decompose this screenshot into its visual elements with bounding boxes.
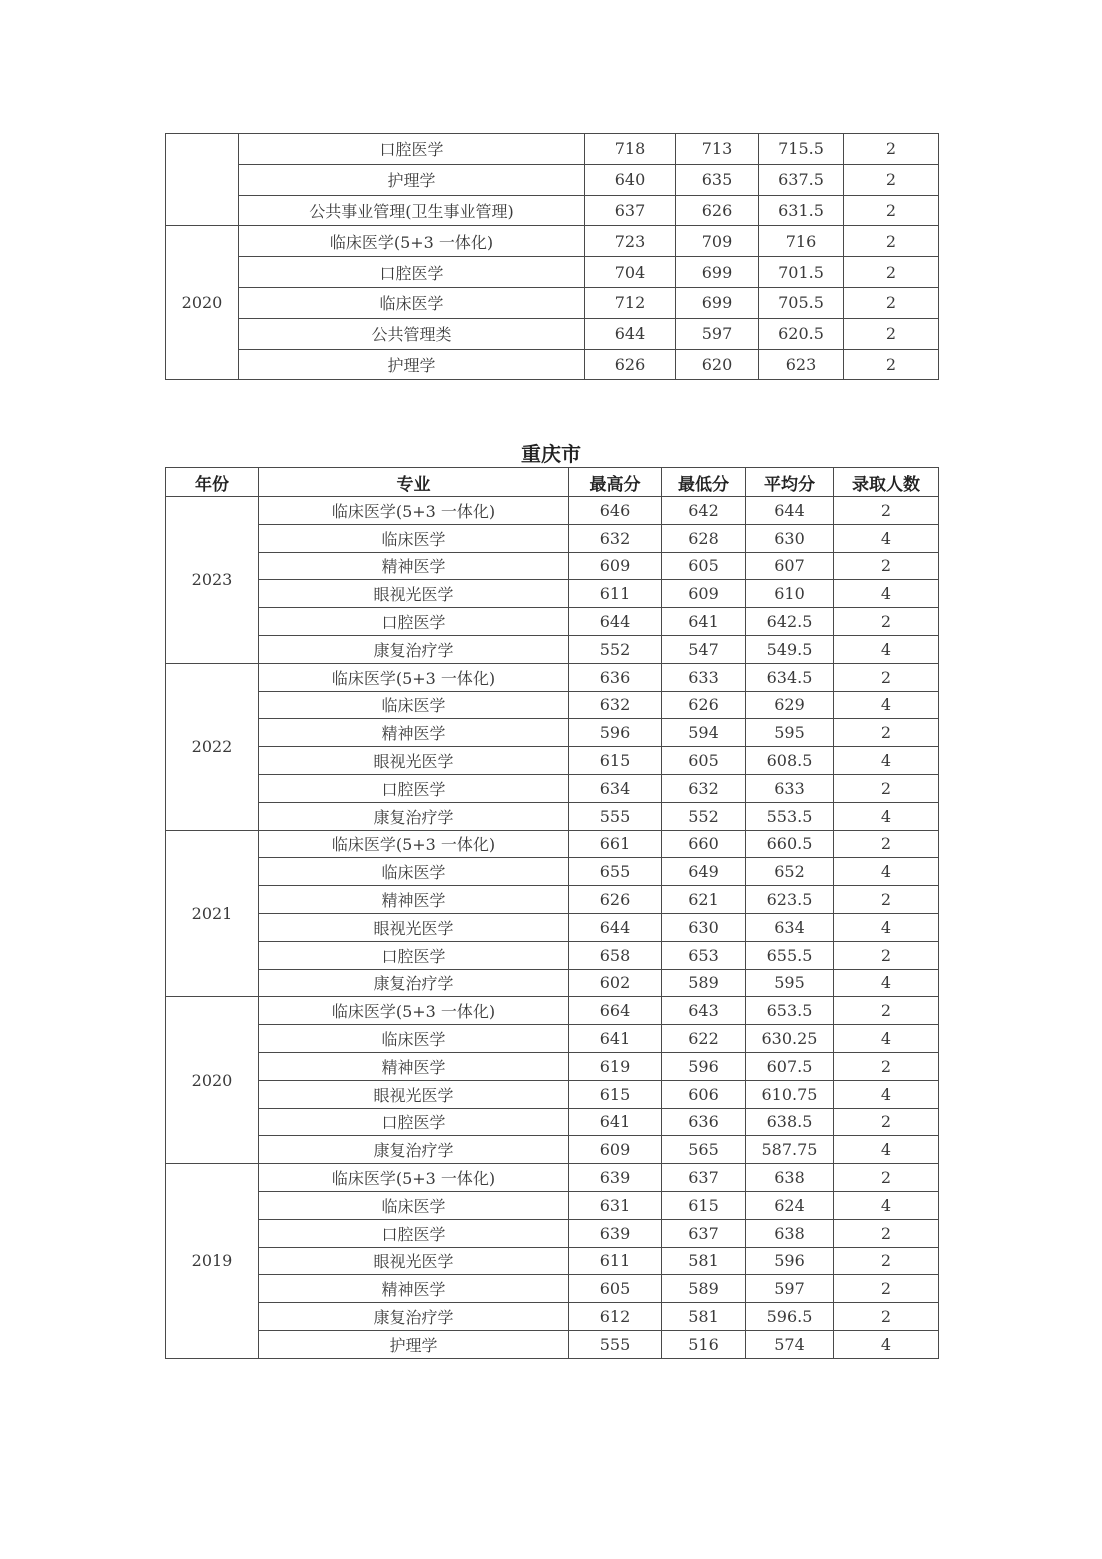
avg-score-cell: 638.5 bbox=[746, 1108, 834, 1136]
major-cell: 口腔医学 bbox=[259, 1108, 569, 1136]
avg-score-cell: 596.5 bbox=[746, 1303, 834, 1331]
avg-score-cell: 638 bbox=[746, 1219, 834, 1247]
table-row bbox=[166, 1052, 939, 1080]
max-score-cell: 634 bbox=[569, 774, 662, 802]
major-cell: 眼视光医学 bbox=[259, 580, 569, 608]
admitted-count-cell: 2 bbox=[834, 941, 939, 969]
year-cell: 2020 bbox=[166, 997, 259, 1164]
max-score-cell: 602 bbox=[569, 969, 662, 997]
min-score-cell: 605 bbox=[662, 747, 746, 775]
max-score-cell: 619 bbox=[569, 1052, 662, 1080]
header-year: 年份 bbox=[166, 468, 259, 497]
major-cell: 精神医学 bbox=[259, 1052, 569, 1080]
admitted-count-cell: 4 bbox=[834, 913, 939, 941]
admitted-count-cell: 2 bbox=[844, 134, 939, 165]
avg-score-cell: 637.5 bbox=[759, 164, 844, 195]
admitted-count-cell: 2 bbox=[834, 608, 939, 636]
min-score-cell: 606 bbox=[662, 1080, 746, 1108]
max-score-cell: 631 bbox=[569, 1191, 662, 1219]
max-score-cell: 605 bbox=[569, 1275, 662, 1303]
min-score-cell: 630 bbox=[662, 913, 746, 941]
major-cell: 康复治疗学 bbox=[259, 969, 569, 997]
avg-score-cell: 607.5 bbox=[746, 1052, 834, 1080]
header-max-score: 最高分 bbox=[569, 468, 662, 497]
admitted-count-cell: 4 bbox=[834, 1080, 939, 1108]
admitted-count-cell: 2 bbox=[834, 886, 939, 914]
year-cell: 2021 bbox=[166, 830, 259, 997]
avg-score-cell: 607 bbox=[746, 552, 834, 580]
min-score-cell: 653 bbox=[662, 941, 746, 969]
table-row bbox=[166, 886, 939, 914]
table-row bbox=[166, 1164, 939, 1192]
avg-score-cell: 623 bbox=[759, 349, 844, 380]
major-cell: 临床医学(5+3 一体化) bbox=[239, 226, 585, 257]
admitted-count-cell: 2 bbox=[834, 1247, 939, 1275]
min-score-cell: 615 bbox=[662, 1191, 746, 1219]
admitted-count-cell: 2 bbox=[834, 1052, 939, 1080]
table-row bbox=[166, 719, 939, 747]
table-row bbox=[166, 608, 939, 636]
max-score-cell: 655 bbox=[569, 858, 662, 886]
major-cell: 临床医学 bbox=[239, 287, 585, 318]
major-cell: 临床医学(5+3 一体化) bbox=[259, 663, 569, 691]
admitted-count-cell: 4 bbox=[834, 1025, 939, 1053]
table-row bbox=[166, 691, 939, 719]
max-score-cell: 609 bbox=[569, 1136, 662, 1164]
admitted-count-cell: 2 bbox=[834, 830, 939, 858]
table-row bbox=[166, 552, 939, 580]
major-cell: 精神医学 bbox=[259, 552, 569, 580]
max-score-cell: 644 bbox=[569, 608, 662, 636]
max-score-cell: 644 bbox=[569, 913, 662, 941]
avg-score-cell: 634.5 bbox=[746, 663, 834, 691]
major-cell: 康复治疗学 bbox=[259, 1136, 569, 1164]
avg-score-cell: 553.5 bbox=[746, 802, 834, 830]
table-row bbox=[166, 858, 939, 886]
max-score-cell: 640 bbox=[585, 164, 676, 195]
year-cell: 2023 bbox=[166, 497, 259, 664]
max-score-cell: 626 bbox=[569, 886, 662, 914]
table-row bbox=[166, 663, 939, 691]
max-score-cell: 596 bbox=[569, 719, 662, 747]
major-cell: 公共管理类 bbox=[239, 318, 585, 349]
avg-score-cell: 574 bbox=[746, 1330, 834, 1358]
avg-score-cell: 610 bbox=[746, 580, 834, 608]
table-row bbox=[166, 997, 939, 1025]
min-score-cell: 633 bbox=[662, 663, 746, 691]
min-score-cell: 596 bbox=[662, 1052, 746, 1080]
major-cell: 口腔医学 bbox=[259, 941, 569, 969]
min-score-cell: 637 bbox=[662, 1219, 746, 1247]
min-score-cell: 565 bbox=[662, 1136, 746, 1164]
table-row bbox=[166, 1108, 939, 1136]
admission-table-continued bbox=[165, 133, 939, 380]
major-cell: 临床医学 bbox=[259, 1025, 569, 1053]
table-row bbox=[166, 830, 939, 858]
major-cell: 康复治疗学 bbox=[259, 802, 569, 830]
admitted-count-cell: 2 bbox=[834, 1108, 939, 1136]
admitted-count-cell: 2 bbox=[834, 719, 939, 747]
max-score-cell: 723 bbox=[585, 226, 676, 257]
admitted-count-cell: 2 bbox=[834, 497, 939, 525]
major-cell: 康复治疗学 bbox=[259, 635, 569, 663]
min-score-cell: 621 bbox=[662, 886, 746, 914]
min-score-cell: 660 bbox=[662, 830, 746, 858]
admitted-count-cell: 4 bbox=[834, 524, 939, 552]
max-score-cell: 626 bbox=[585, 349, 676, 380]
max-score-cell: 555 bbox=[569, 1330, 662, 1358]
max-score-cell: 712 bbox=[585, 287, 676, 318]
min-score-cell: 547 bbox=[662, 635, 746, 663]
table-row bbox=[166, 1303, 939, 1331]
avg-score-cell: 642.5 bbox=[746, 608, 834, 636]
header-major: 专业 bbox=[259, 468, 569, 497]
avg-score-cell: 623.5 bbox=[746, 886, 834, 914]
avg-score-cell: 715.5 bbox=[759, 134, 844, 165]
min-score-cell: 642 bbox=[662, 497, 746, 525]
table-row bbox=[166, 524, 939, 552]
avg-score-cell: 653.5 bbox=[746, 997, 834, 1025]
min-score-cell: 594 bbox=[662, 719, 746, 747]
table-row bbox=[166, 580, 939, 608]
admitted-count-cell: 4 bbox=[834, 858, 939, 886]
admitted-count-cell: 4 bbox=[834, 635, 939, 663]
year-cell: 2019 bbox=[166, 1164, 259, 1359]
min-score-cell: 605 bbox=[662, 552, 746, 580]
table-row bbox=[166, 134, 939, 165]
min-score-cell: 709 bbox=[676, 226, 759, 257]
admitted-count-cell: 2 bbox=[834, 997, 939, 1025]
admitted-count-cell: 2 bbox=[834, 774, 939, 802]
max-score-cell: 555 bbox=[569, 802, 662, 830]
table-row bbox=[166, 318, 939, 349]
max-score-cell: 661 bbox=[569, 830, 662, 858]
year-cell bbox=[166, 134, 239, 226]
max-score-cell: 615 bbox=[569, 1080, 662, 1108]
table-row bbox=[166, 941, 939, 969]
max-score-cell: 704 bbox=[585, 257, 676, 288]
admitted-count-cell: 2 bbox=[844, 195, 939, 226]
major-cell: 口腔医学 bbox=[259, 774, 569, 802]
major-cell: 精神医学 bbox=[259, 886, 569, 914]
max-score-cell: 664 bbox=[569, 997, 662, 1025]
max-score-cell: 612 bbox=[569, 1303, 662, 1331]
major-cell: 口腔医学 bbox=[239, 134, 585, 165]
table-row bbox=[166, 1191, 939, 1219]
major-cell: 口腔医学 bbox=[259, 608, 569, 636]
header-admitted-count: 录取人数 bbox=[834, 468, 939, 497]
header-min-score: 最低分 bbox=[662, 468, 746, 497]
admitted-count-cell: 2 bbox=[844, 226, 939, 257]
table-row bbox=[166, 497, 939, 525]
min-score-cell: 635 bbox=[676, 164, 759, 195]
min-score-cell: 649 bbox=[662, 858, 746, 886]
avg-score-cell: 630.25 bbox=[746, 1025, 834, 1053]
min-score-cell: 581 bbox=[662, 1247, 746, 1275]
admitted-count-cell: 4 bbox=[834, 747, 939, 775]
min-score-cell: 632 bbox=[662, 774, 746, 802]
avg-score-cell: 620.5 bbox=[759, 318, 844, 349]
major-cell: 眼视光医学 bbox=[259, 747, 569, 775]
table-row bbox=[166, 913, 939, 941]
min-score-cell: 699 bbox=[676, 287, 759, 318]
avg-score-cell: 587.75 bbox=[746, 1136, 834, 1164]
table-row bbox=[166, 1136, 939, 1164]
max-score-cell: 641 bbox=[569, 1108, 662, 1136]
max-score-cell: 639 bbox=[569, 1164, 662, 1192]
table-row bbox=[166, 1219, 939, 1247]
major-cell: 临床医学 bbox=[259, 1191, 569, 1219]
avg-score-cell: 716 bbox=[759, 226, 844, 257]
avg-score-cell: 652 bbox=[746, 858, 834, 886]
admitted-count-cell: 2 bbox=[844, 257, 939, 288]
major-cell: 眼视光医学 bbox=[259, 913, 569, 941]
table-row bbox=[166, 1247, 939, 1275]
min-score-cell: 637 bbox=[662, 1164, 746, 1192]
min-score-cell: 628 bbox=[662, 524, 746, 552]
header-row bbox=[166, 468, 939, 497]
table-row bbox=[166, 969, 939, 997]
admitted-count-cell: 4 bbox=[834, 802, 939, 830]
avg-score-cell: 634 bbox=[746, 913, 834, 941]
min-score-cell: 581 bbox=[662, 1303, 746, 1331]
admitted-count-cell: 4 bbox=[834, 1136, 939, 1164]
table-row bbox=[166, 287, 939, 318]
major-cell: 临床医学(5+3 一体化) bbox=[259, 497, 569, 525]
min-score-cell: 643 bbox=[662, 997, 746, 1025]
major-cell: 护理学 bbox=[239, 349, 585, 380]
major-cell: 临床医学(5+3 一体化) bbox=[259, 830, 569, 858]
min-score-cell: 626 bbox=[676, 195, 759, 226]
table-row bbox=[166, 195, 939, 226]
avg-score-cell: 630 bbox=[746, 524, 834, 552]
table-body bbox=[166, 497, 939, 1359]
admitted-count-cell: 2 bbox=[844, 287, 939, 318]
max-score-cell: 611 bbox=[569, 1247, 662, 1275]
min-score-cell: 589 bbox=[662, 969, 746, 997]
major-cell: 临床医学(5+3 一体化) bbox=[259, 997, 569, 1025]
table-row bbox=[166, 1025, 939, 1053]
max-score-cell: 636 bbox=[569, 663, 662, 691]
max-score-cell: 632 bbox=[569, 524, 662, 552]
major-cell: 护理学 bbox=[239, 164, 585, 195]
avg-score-cell: 624 bbox=[746, 1191, 834, 1219]
admitted-count-cell: 2 bbox=[834, 663, 939, 691]
avg-score-cell: 595 bbox=[746, 719, 834, 747]
table-row bbox=[166, 1275, 939, 1303]
admitted-count-cell: 4 bbox=[834, 691, 939, 719]
avg-score-cell: 633 bbox=[746, 774, 834, 802]
min-score-cell: 597 bbox=[676, 318, 759, 349]
min-score-cell: 552 bbox=[662, 802, 746, 830]
admitted-count-cell: 2 bbox=[844, 318, 939, 349]
admitted-count-cell: 4 bbox=[834, 1191, 939, 1219]
major-cell: 公共事业管理(卫生事业管理) bbox=[239, 195, 585, 226]
max-score-cell: 632 bbox=[569, 691, 662, 719]
table-body bbox=[166, 134, 939, 380]
header-avg-score: 平均分 bbox=[746, 468, 834, 497]
min-score-cell: 713 bbox=[676, 134, 759, 165]
min-score-cell: 589 bbox=[662, 1275, 746, 1303]
admitted-count-cell: 2 bbox=[834, 1275, 939, 1303]
table-row bbox=[166, 774, 939, 802]
major-cell: 临床医学(5+3 一体化) bbox=[259, 1164, 569, 1192]
max-score-cell: 615 bbox=[569, 747, 662, 775]
admitted-count-cell: 2 bbox=[844, 164, 939, 195]
table-row bbox=[166, 226, 939, 257]
year-cell: 2022 bbox=[166, 663, 259, 830]
major-cell: 眼视光医学 bbox=[259, 1247, 569, 1275]
table-row bbox=[166, 635, 939, 663]
major-cell: 临床医学 bbox=[259, 858, 569, 886]
table-row bbox=[166, 1080, 939, 1108]
min-score-cell: 516 bbox=[662, 1330, 746, 1358]
min-score-cell: 620 bbox=[676, 349, 759, 380]
major-cell: 康复治疗学 bbox=[259, 1303, 569, 1331]
admitted-count-cell: 2 bbox=[844, 349, 939, 380]
avg-score-cell: 629 bbox=[746, 691, 834, 719]
max-score-cell: 552 bbox=[569, 635, 662, 663]
table-row bbox=[166, 1330, 939, 1358]
max-score-cell: 609 bbox=[569, 552, 662, 580]
major-cell: 精神医学 bbox=[259, 1275, 569, 1303]
avg-score-cell: 638 bbox=[746, 1164, 834, 1192]
max-score-cell: 641 bbox=[569, 1025, 662, 1053]
avg-score-cell: 705.5 bbox=[759, 287, 844, 318]
avg-score-cell: 610.75 bbox=[746, 1080, 834, 1108]
max-score-cell: 611 bbox=[569, 580, 662, 608]
table-row bbox=[166, 802, 939, 830]
major-cell: 眼视光医学 bbox=[259, 1080, 569, 1108]
max-score-cell: 658 bbox=[569, 941, 662, 969]
admitted-count-cell: 4 bbox=[834, 580, 939, 608]
max-score-cell: 637 bbox=[585, 195, 676, 226]
min-score-cell: 622 bbox=[662, 1025, 746, 1053]
avg-score-cell: 596 bbox=[746, 1247, 834, 1275]
min-score-cell: 609 bbox=[662, 580, 746, 608]
major-cell: 精神医学 bbox=[259, 719, 569, 747]
avg-score-cell: 644 bbox=[746, 497, 834, 525]
admitted-count-cell: 4 bbox=[834, 969, 939, 997]
table-row bbox=[166, 164, 939, 195]
major-cell: 口腔医学 bbox=[259, 1219, 569, 1247]
major-cell: 临床医学 bbox=[259, 691, 569, 719]
year-cell: 2020 bbox=[166, 226, 239, 380]
table-row bbox=[166, 257, 939, 288]
admitted-count-cell: 2 bbox=[834, 1219, 939, 1247]
admitted-count-cell: 4 bbox=[834, 1330, 939, 1358]
admitted-count-cell: 2 bbox=[834, 552, 939, 580]
section-title: 重庆市 bbox=[521, 442, 581, 466]
max-score-cell: 718 bbox=[585, 134, 676, 165]
major-cell: 临床医学 bbox=[259, 524, 569, 552]
min-score-cell: 641 bbox=[662, 608, 746, 636]
table-row bbox=[166, 747, 939, 775]
min-score-cell: 626 bbox=[662, 691, 746, 719]
max-score-cell: 639 bbox=[569, 1219, 662, 1247]
avg-score-cell: 701.5 bbox=[759, 257, 844, 288]
max-score-cell: 646 bbox=[569, 497, 662, 525]
major-cell: 护理学 bbox=[259, 1330, 569, 1358]
avg-score-cell: 608.5 bbox=[746, 747, 834, 775]
min-score-cell: 699 bbox=[676, 257, 759, 288]
avg-score-cell: 595 bbox=[746, 969, 834, 997]
avg-score-cell: 660.5 bbox=[746, 830, 834, 858]
chongqing-admission-table bbox=[165, 467, 939, 1359]
admitted-count-cell: 2 bbox=[834, 1303, 939, 1331]
avg-score-cell: 631.5 bbox=[759, 195, 844, 226]
table-row bbox=[166, 349, 939, 380]
avg-score-cell: 549.5 bbox=[746, 635, 834, 663]
admitted-count-cell: 2 bbox=[834, 1164, 939, 1192]
max-score-cell: 644 bbox=[585, 318, 676, 349]
min-score-cell: 636 bbox=[662, 1108, 746, 1136]
avg-score-cell: 597 bbox=[746, 1275, 834, 1303]
avg-score-cell: 655.5 bbox=[746, 941, 834, 969]
major-cell: 口腔医学 bbox=[239, 257, 585, 288]
